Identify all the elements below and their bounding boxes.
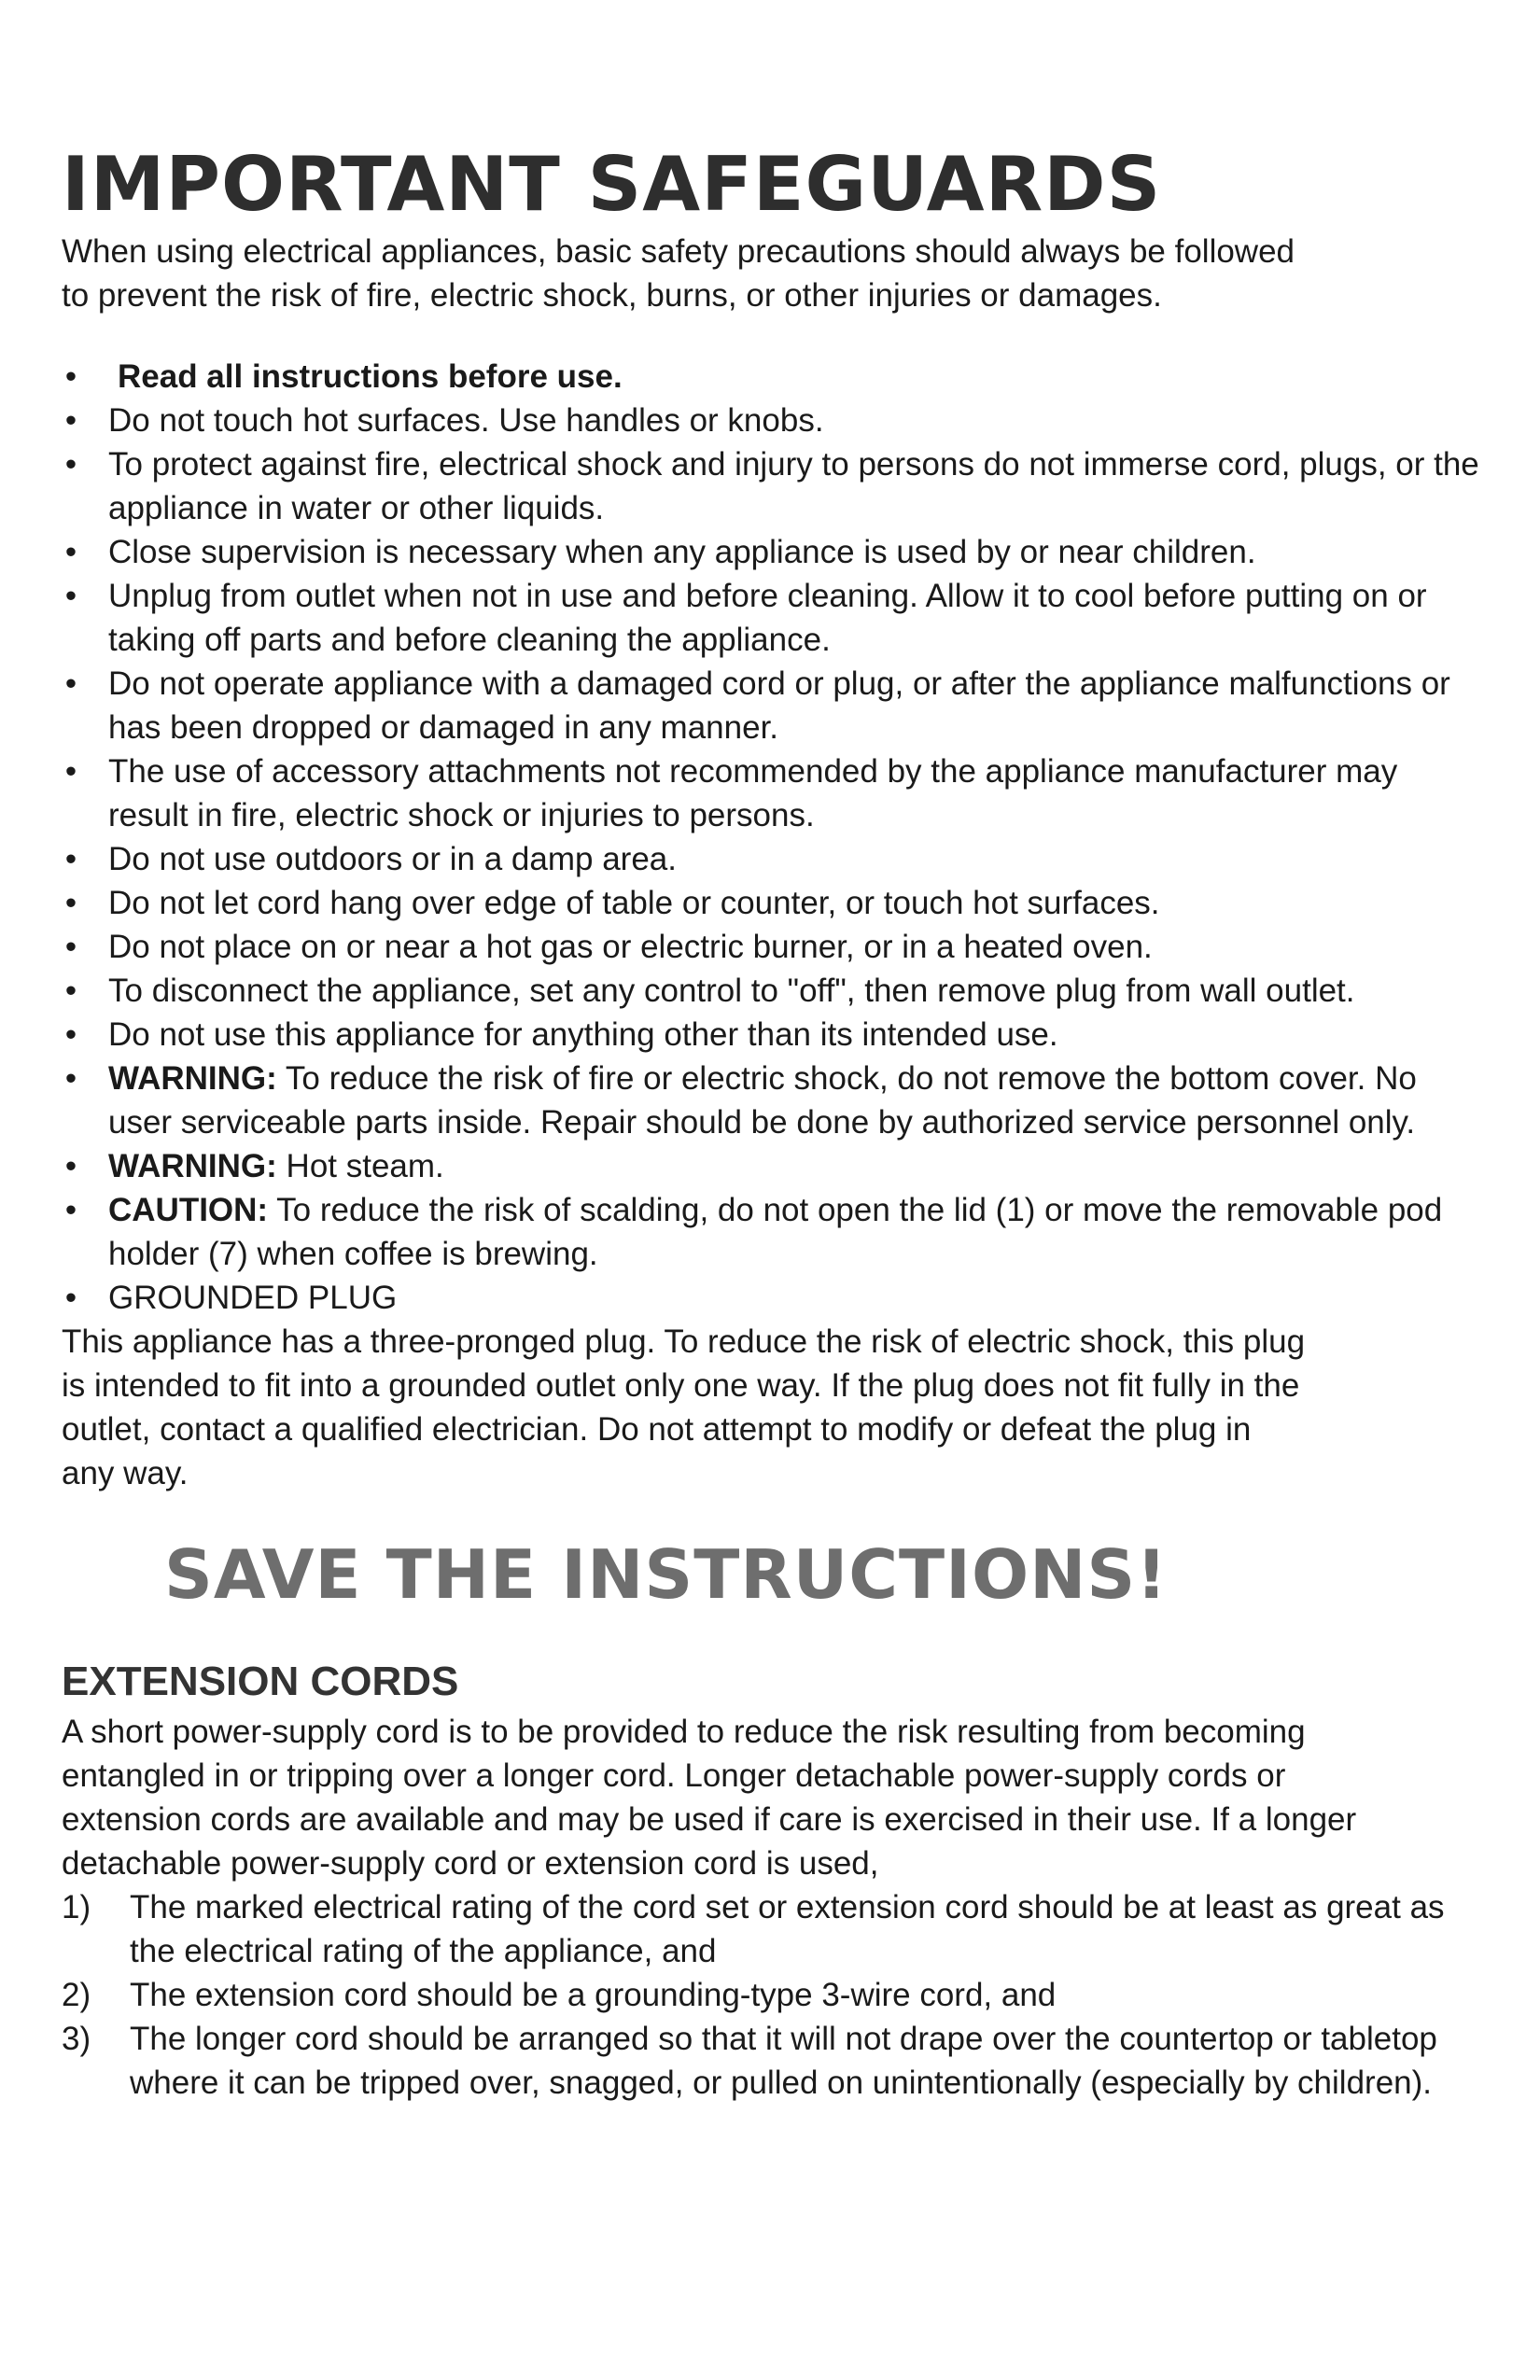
bullet-icon: • [64,578,77,614]
caution-label: CAUTION: [108,1192,269,1228]
bullet-icon: • [64,446,77,483]
warning-label: WARNING: [108,1060,277,1097]
item-number: 2) [62,1977,91,2013]
list-item: • Do not use this appliance for anything other than its intended use. [62,1013,1480,1057]
safeguards-page [62,140,1480,2105]
list-item: • Do not touch hot surfaces. Use handles or knobs. [62,399,1480,442]
bullet-icon: • [64,1280,77,1316]
list-item: • Unplug from outlet when not in use and before cleaning. Allow it to cool before putting on or taking off parts and before cleaning the appliance. [62,574,1480,662]
grounded-plug-item: • GROUNDED PLUG [62,1276,1480,1320]
extension-cords-text: A short power-supply cord is to be provided to reduce the risk resulting from becoming entangled in or tripping over a longer cord. Longer detachable power-supply cords or extension cords are available and may be used if care is exercised in their use. If a longer detachable power-supply cord or extension cord is used, [62,1714,1357,1882]
bullet-icon: • [64,402,77,439]
list-item: • Do not place on or near a hot gas or electric burner, or in a heated oven. [62,925,1480,969]
safeguards-list [62,355,1480,1320]
list-item: • The use of accessory attachments not recommended by the appliance manufacturer may result in fire, electric shock or injuries to persons. [62,749,1480,837]
bullet-icon: • [64,929,77,965]
warning-item: • WARNING: Hot steam. [62,1144,1480,1188]
intro-line-2: to prevent the risk of fire, electric shock, burns, or other injuries or damages. [62,277,1162,314]
bullet-icon: • [64,841,77,877]
list-item: 3) The longer cord should be arranged so that it will not drape over the countertop or tabletop where it can be tripped over, snagged, or pulled on unintentionally (especially by children). [62,2017,1480,2105]
bullet-icon: • [64,1192,77,1228]
list-item: • Close supervision is necessary when any appliance is used by or near children. [62,530,1480,574]
bullet-icon: • [64,534,77,570]
warning-item: • WARNING: To reduce the risk of fire or electric shock, do not remove the bottom cover. No user serviceable parts inside. Repair should be done by authorized service personnel only. [62,1057,1480,1144]
list-item: • Do not let cord hang over edge of table or counter, or touch hot surfaces. [62,881,1480,925]
bullet-icon: • [64,665,77,702]
list-item: 2) The extension cord should be a grounding-type 3-wire cord, and [62,1973,1480,2017]
grounded-plug-text: This appliance has a three-pronged plug. To reduce the risk of electric shock, this plug is intended to fit into a grounded outlet only one way. If the plug does not fit fully in the outlet, contact a qualified electrician. Do not attempt to modify or defeat the plug in any way. [62,1323,1306,1491]
bullet-icon: • [64,753,77,790]
bullet-icon: • [64,1016,77,1053]
warning-label: WARNING: [108,1148,277,1184]
intro-line-1: When using electrical appliances, basic safety precautions should always be followed [62,233,1295,270]
bullet-icon: • [64,1060,77,1097]
bullet-icon: • [64,885,77,921]
extension-cords-list [62,1885,1480,2105]
intro-text [62,230,1480,317]
list-item: • To protect against fire, electrical shock and injury to persons do not immerse cord, plugs, or the appliance in water or other liquids. [62,442,1480,530]
list-item: • Do not use outdoors or in a damp area. [62,837,1480,881]
caution-item: • CAUTION: To reduce the risk of scalding, do not open the lid (1) or move the removable pod holder (7) when coffee is brewing. [62,1188,1480,1276]
list-item: • Do not operate appliance with a damaged cord or plug, or after the appliance malfunctions or has been dropped or damaged in any manner. [62,662,1480,749]
bullet-icon: • [64,973,77,1009]
item-number: 1) [62,1889,91,1925]
bullet-icon: • [64,358,77,395]
bullet-icon: • [64,1148,77,1184]
extension-cords-heading: EXTENSION CORDS [62,1659,459,1704]
save-instructions-heading: SAVE THE INSTRUCTIONS! [164,1535,1169,1614]
page-title: IMPORTANT SAFEGUARDS [62,141,1162,228]
list-item: • To disconnect the appliance, set any control to "off", then remove plug from wall outlet. [62,969,1480,1013]
list-item: 1) The marked electrical rating of the cord set or extension cord should be at least as great as the electrical rating of the appliance, and [62,1885,1480,1973]
list-item: • Read all instructions before use. [62,355,1480,399]
item-number: 3) [62,2021,91,2057]
